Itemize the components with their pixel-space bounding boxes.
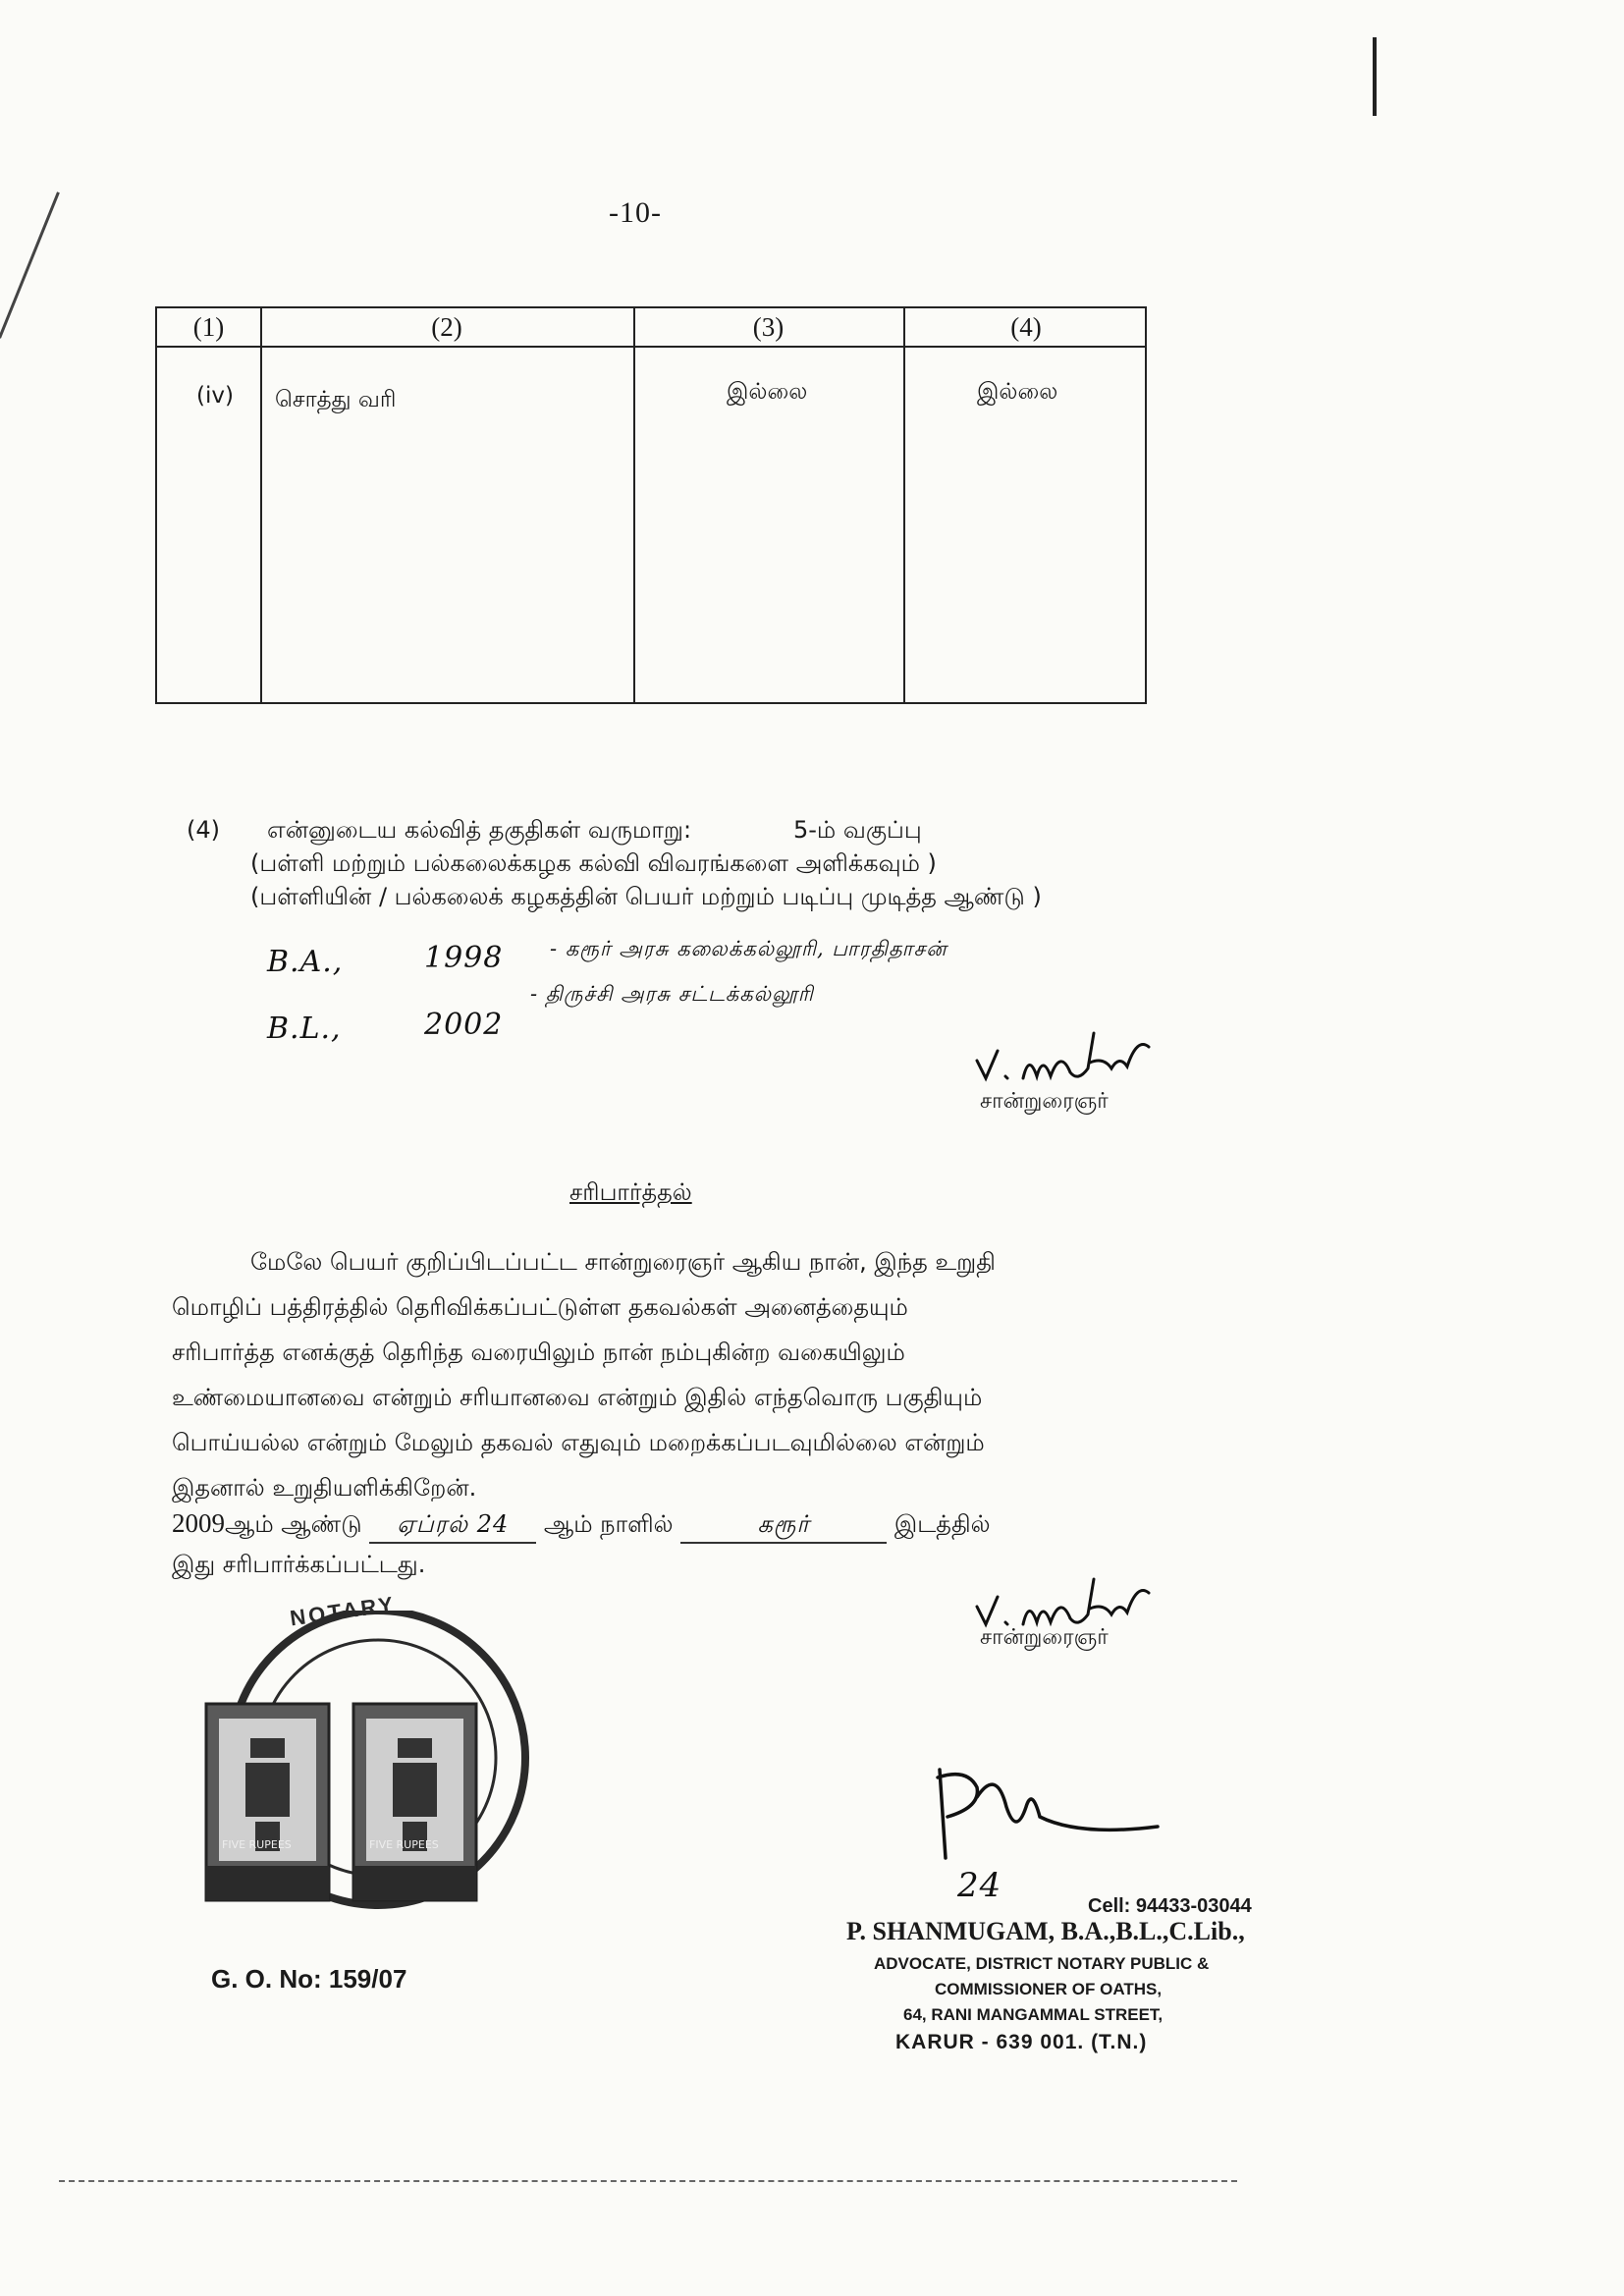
- date-text-2: ஆம் நாளில்: [543, 1510, 674, 1538]
- handwritten-year-1: 1998: [424, 941, 504, 975]
- deponent-signature-1: [972, 1021, 1227, 1090]
- table-header-1: (1): [192, 312, 225, 342]
- verification-line-2: மொழிப் பத்திரத்தில் தெரிவிக்கப்பட்டுள்ள தகவல்கள் அனைத்தையும்: [172, 1293, 908, 1321]
- handwritten-degree-2: B.L.,: [267, 1011, 342, 1046]
- table-header-2: (2): [431, 312, 462, 342]
- verification-paragraph: [172, 1239, 1114, 1510]
- education-value: 5-ம் வகுப்பு: [793, 816, 922, 844]
- date-year: 2009: [172, 1508, 225, 1538]
- seal-graphic: [191, 1611, 545, 1935]
- page-number: -10-: [609, 196, 662, 229]
- education-number: (4): [187, 816, 220, 844]
- table-cell-serial: (iv): [196, 383, 234, 409]
- verification-closing: இது சரிபார்க்கப்பட்டது.: [172, 1551, 426, 1578]
- stamp-value-left: FIVE RUPEES: [222, 1838, 292, 1851]
- seal-label: NOTARY: [288, 1591, 398, 1631]
- notary-seal-stamps: [191, 1611, 545, 1935]
- table-cell-col3: இல்லை: [727, 379, 808, 405]
- table-cell-col4: இல்லை: [977, 379, 1058, 405]
- date-blank: [369, 1507, 536, 1544]
- date-text-1: ஆம் ஆண்டு: [225, 1510, 362, 1538]
- table-col-divider-3: [903, 308, 905, 702]
- date-text-3: இடத்தில்: [893, 1510, 991, 1538]
- handwritten-degree-1: B.A.,: [267, 945, 344, 979]
- verification-line-6: இதனால் உறுதியளிக்கிறேன்.: [172, 1474, 477, 1502]
- deponent-label-2: சான்றுரைஞர்: [980, 1625, 1109, 1650]
- handwritten-date: ஏப்ரல் 24: [397, 1510, 510, 1538]
- notary-signature-scribble: [918, 1758, 1173, 1886]
- verification-line-5: பொய்யல்ல என்றும் மேலும் தகவல் எதுவும் மறைக்கப்படவுமில்லை என்றும்: [172, 1429, 985, 1456]
- notary-city-line: KARUR - 639 001. (T.N.): [895, 2031, 1148, 2053]
- handwritten-institution-1: - கரூர் அரசு கலைக்கல்லூரி, பாரதிதாசன்: [550, 937, 947, 960]
- verification-line-3: சரிபார்த்த எனக்குத் தெரிந்த வரையிலும் நான் நம்புகின்ற வகையிலும்: [172, 1339, 905, 1366]
- notary-address-line: 64, RANI MANGAMMAL STREET,: [903, 2005, 1164, 2024]
- verification-line-4: உண்மையானவை என்றும் சரியானவை என்றும் இதில் எந்தவொரு பகுதியும்: [172, 1384, 983, 1411]
- scan-mark-left-edge: [0, 191, 60, 338]
- scan-bottom-rule: [59, 2180, 1237, 2182]
- handwritten-year-2: 2002: [424, 1008, 504, 1042]
- notary-name: P. SHANMUGAM, B.A.,B.L.,C.Lib.,: [846, 1917, 1245, 1945]
- scan-mark-top-right: [1373, 37, 1377, 116]
- education-label: என்னுடைய கல்வித் தகுதிகள் வருமாறு:: [267, 816, 692, 844]
- table-cell-item: சொத்து வரி: [275, 387, 397, 412]
- assets-table: [155, 306, 1147, 704]
- table-header-divider: [157, 346, 1145, 348]
- signature-scribble-1: [972, 1021, 1227, 1090]
- notary-title-line-2: COMMISSIONER OF OATHS,: [935, 1980, 1163, 1998]
- table-header-3: (3): [752, 312, 785, 342]
- deponent-label-1: சான்றுரைஞர்: [980, 1089, 1109, 1114]
- table-col-divider-2: [633, 308, 635, 702]
- verification-heading: சரிபார்த்தல்: [569, 1178, 692, 1206]
- table-col-divider-1: [260, 308, 262, 702]
- notary-hand-date: 24: [957, 1866, 1002, 1905]
- education-note-2: (பள்ளியின் / பல்கலைக் கழகத்தின் பெயர் மற்றும் படிப்பு முடித்த ஆண்டு ): [250, 883, 1042, 910]
- notary-title-line-1: ADVOCATE, DISTRICT NOTARY PUBLIC &: [874, 1954, 1210, 1973]
- stamp-value-right: FIVE RUPEES: [369, 1838, 439, 1851]
- education-note-1: (பள்ளி மற்றும் பல்கலைக்கழக கல்வி விவரங்களை அளிக்கவும் ): [250, 849, 937, 877]
- verification-line-1: மேலே பெயர் குறிப்பிடப்பட்ட சான்றுரைஞர் ஆகிய நான், இந்த உறுதி: [250, 1248, 996, 1276]
- verification-date-line: [172, 1504, 991, 1544]
- place-blank: [680, 1507, 887, 1544]
- notary-cell: Cell: 94433-03044: [1088, 1895, 1252, 1917]
- table-header-4: (4): [1010, 312, 1042, 342]
- notary-signature: [918, 1758, 1173, 1886]
- handwritten-institution-2: - திருச்சி அரசு சட்டக்கல்லூரி: [530, 982, 814, 1006]
- go-number: G. O. No: 159/07: [211, 1964, 407, 1994]
- handwritten-place: கரூர்: [757, 1510, 810, 1538]
